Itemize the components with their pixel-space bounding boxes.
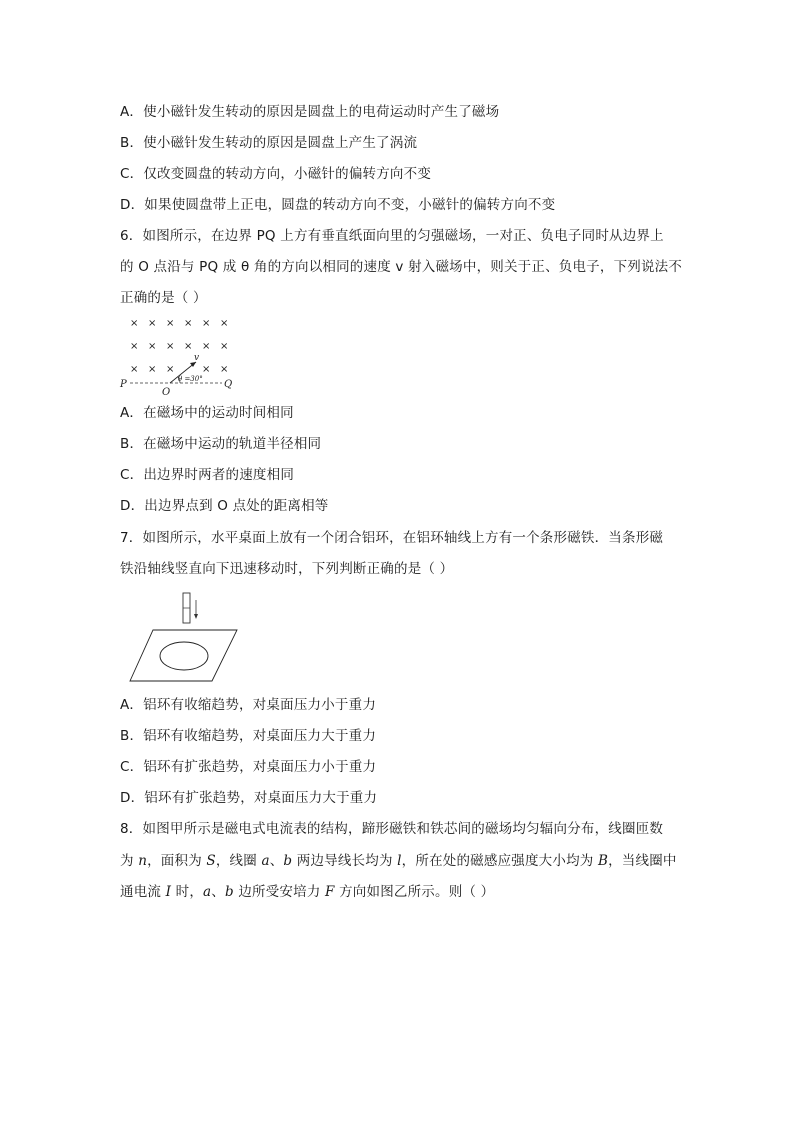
field-cross: × (148, 318, 157, 329)
q5-option-d: D．如果使圆盘带上正电，圆盘的转动方向不变，小磁针的偏转方向不变 (120, 197, 556, 213)
q7-option-c: C．铝环有扩张趋势，对桌面压力小于重力 (120, 759, 377, 775)
text: ，面积为 (147, 853, 207, 869)
field-cross: × (166, 364, 175, 375)
q6-option-d: D．出边界点到 O 点处的距离相等 (120, 498, 329, 514)
q6-stem-line1: 6．如图所示，在边界 PQ 上方有垂直纸面向里的匀强磁场，一对正、负电子同时从边界上 (120, 228, 664, 244)
field-cross: × (220, 364, 229, 375)
q6-magnetic-field-figure (118, 312, 238, 396)
field-cross: × (184, 341, 193, 352)
field-cross: × (166, 341, 175, 352)
field-cross: × (130, 341, 139, 352)
label-theta: θ =30° (178, 375, 203, 383)
text: 边所受安培力 (233, 884, 326, 900)
field-cross: × (220, 341, 229, 352)
var-s: S (206, 853, 216, 869)
field-cross: × (166, 318, 175, 329)
q7-magnet-ring-figure (128, 592, 243, 684)
field-cross: × (202, 341, 211, 352)
var-i: I (165, 884, 172, 900)
q5-option-a: A．使小磁针发生转动的原因是圆盘上的电荷运动时产生了磁场 (120, 104, 500, 120)
q5-option-c: C．仅改变圆盘的转动方向，小磁针的偏转方向不变 (120, 166, 432, 182)
text: 、 (211, 884, 225, 900)
text: 、 (269, 853, 284, 869)
field-cross: × (184, 318, 193, 329)
q8-stem-line1: 8．如图甲所示是磁电式电流表的结构，蹄形磁铁和铁芯间的磁场均匀辐向分布，线圈匝数 (120, 821, 664, 837)
label-q: Q (224, 379, 233, 390)
text: ，当线圈中 (608, 853, 677, 869)
field-cross: × (130, 364, 139, 375)
var-a: a (261, 853, 270, 869)
var-f: F (325, 884, 335, 900)
tabletop (130, 630, 237, 681)
q7-option-d: D．铝环有扩张趋势，对桌面压力大于重力 (120, 790, 378, 806)
q6-option-b: B．在磁场中运动的轨道半径相同 (120, 436, 322, 452)
var-b-field: B (597, 853, 609, 869)
aluminum-ring (160, 642, 208, 670)
q7-stem-line2: 铁沿轴线竖直向下迅速移动时，下列判断正确的是（ ） (120, 561, 454, 577)
field-cross: × (220, 318, 229, 329)
field-cross: × (202, 318, 211, 329)
text: ，所在处的磁感应强度大小均为 (401, 853, 598, 869)
field-cross: × (202, 364, 211, 375)
text: 时， (171, 884, 204, 900)
q5-option-b: B．使小磁针发生转动的原因是圆盘上产生了涡流 (120, 135, 418, 151)
q8-stem-line3 (120, 883, 494, 901)
var-a: a (203, 884, 212, 900)
label-p: P (120, 379, 127, 390)
q6-option-c: C．出边界时两者的速度相同 (120, 467, 295, 483)
text: 两边导线长均为 (292, 853, 398, 869)
q6-stem-line2: 的 O 点沿与 PQ 成 θ 角的方向以相同的速度 v 射入磁场中，则关于正、负电子，下列说法不 (120, 259, 683, 275)
field-cross: × (148, 341, 157, 352)
q7-option-b: B．铝环有收缩趋势，对桌面压力大于重力 (120, 728, 377, 744)
q7-option-a: A．铝环有收缩趋势，对桌面压力小于重力 (120, 697, 377, 713)
label-v: v (194, 353, 200, 363)
q7-stem-line1: 7．如图所示，水平桌面上放有一个闭合铝环，在铝环轴线上方有一个条形磁铁．当条形磁 (120, 530, 664, 546)
label-o: O (162, 387, 171, 396)
var-l: l (397, 853, 402, 869)
text: 方向如图乙所示。则（ ） (334, 884, 495, 900)
var-b: b (283, 853, 293, 869)
q6-option-a: A．在磁场中的运动时间相同 (120, 405, 294, 421)
text: ，线圈 (215, 853, 262, 869)
field-cross: × (148, 364, 157, 375)
field-cross: × (130, 318, 139, 329)
text: 为 (120, 853, 139, 869)
var-n: n (138, 853, 148, 869)
q8-stem-line2 (120, 852, 677, 870)
text: 通电流 (120, 884, 166, 900)
var-b: b (225, 884, 234, 900)
q6-stem-line3: 正确的是（ ） (120, 290, 207, 306)
down-arrowhead (194, 614, 198, 619)
